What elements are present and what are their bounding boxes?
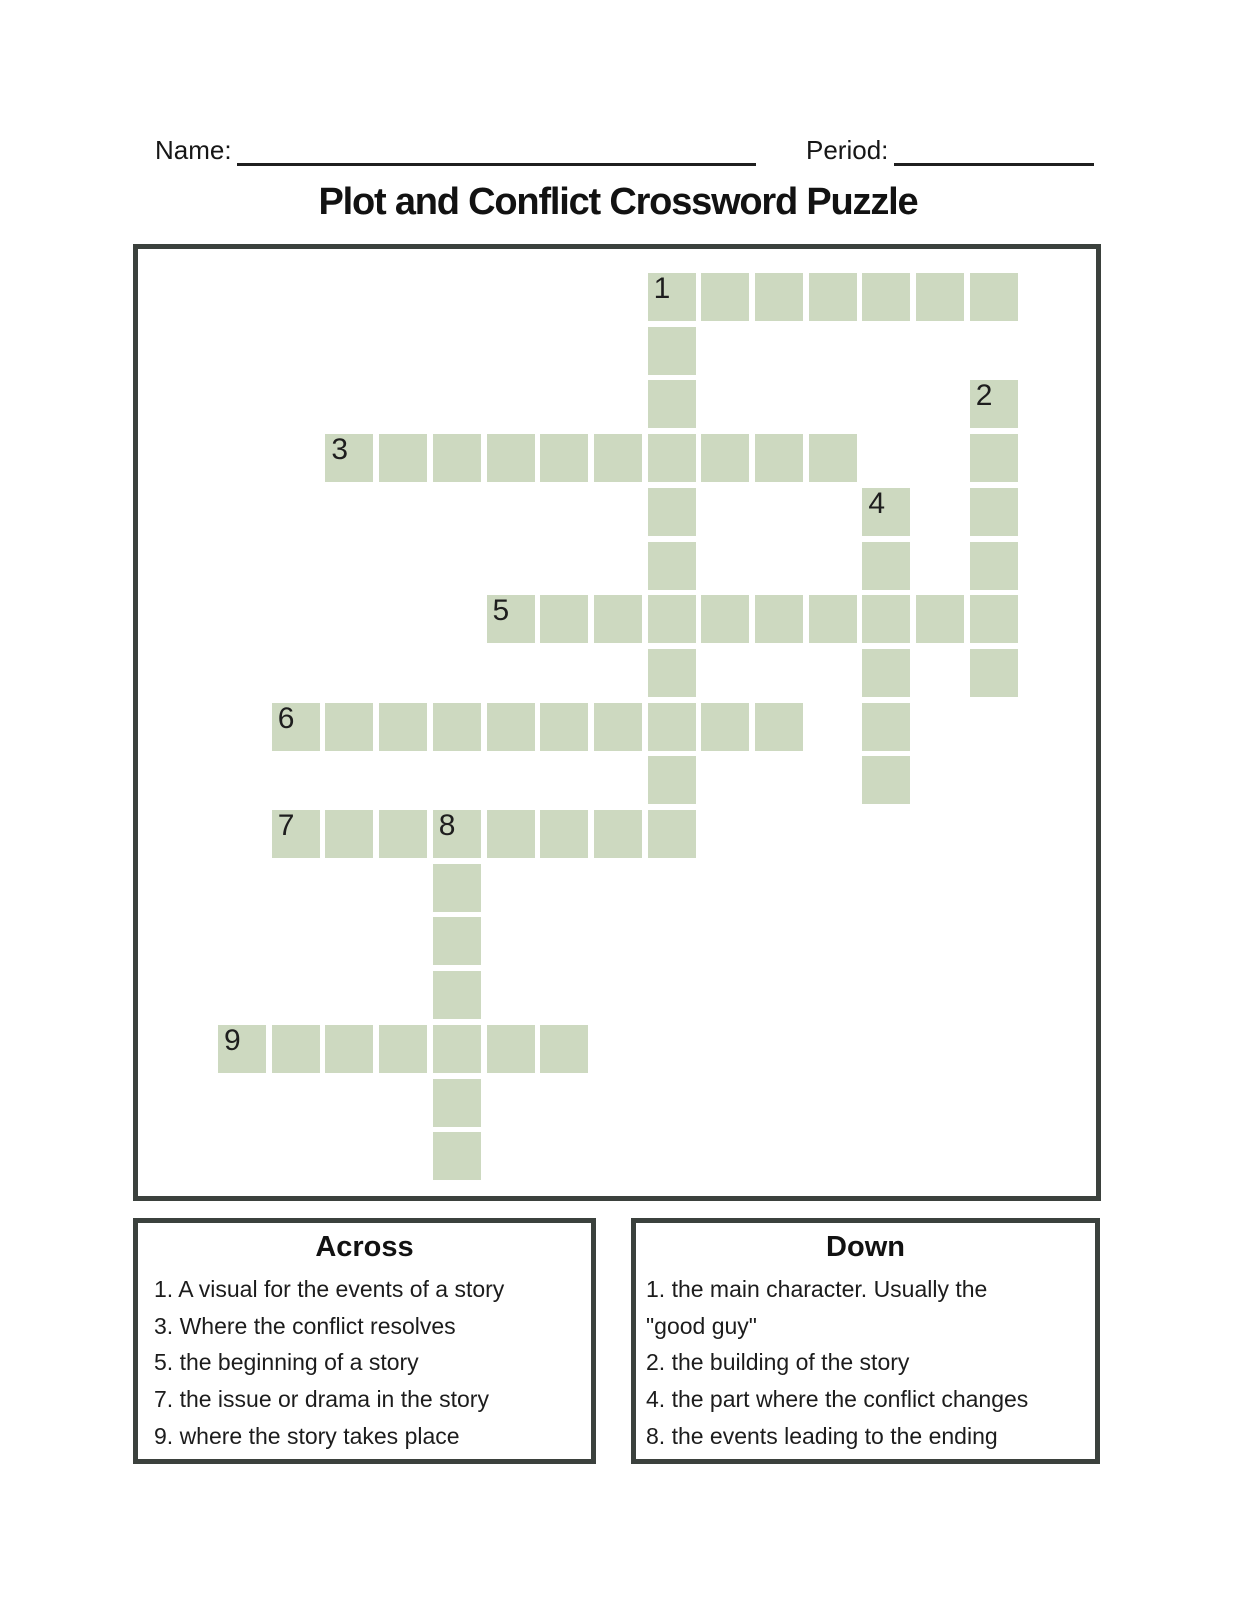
crossword-cell[interactable]	[862, 649, 910, 697]
crossword-cell[interactable]	[755, 434, 803, 482]
crossword-cell[interactable]	[540, 810, 588, 858]
cell-number: 3	[331, 433, 349, 467]
crossword-cell[interactable]	[433, 971, 481, 1019]
crossword-cell[interactable]	[648, 380, 696, 428]
clue-line: 3. Where the conflict resolves	[154, 1312, 456, 1339]
crossword-cell[interactable]	[970, 542, 1018, 590]
crossword-cell[interactable]	[701, 595, 749, 643]
crossword-cell[interactable]	[594, 703, 642, 751]
down-clues-box	[631, 1218, 1100, 1464]
crossword-cell[interactable]	[970, 434, 1018, 482]
crossword-cell[interactable]	[648, 756, 696, 804]
crossword-cell[interactable]	[970, 649, 1018, 697]
crossword-cell[interactable]	[916, 273, 964, 321]
crossword-cell[interactable]	[594, 434, 642, 482]
crossword-cell[interactable]	[970, 595, 1018, 643]
crossword-cell[interactable]	[862, 542, 910, 590]
crossword-cell[interactable]	[433, 917, 481, 965]
period-blank-line	[894, 163, 1094, 166]
crossword-cell[interactable]	[325, 434, 373, 482]
crossword-cell[interactable]	[970, 488, 1018, 536]
crossword-cell[interactable]	[701, 434, 749, 482]
crossword-cell[interactable]	[594, 810, 642, 858]
crossword-cell[interactable]	[433, 1025, 481, 1073]
crossword-cell[interactable]	[433, 1132, 481, 1180]
cell-number: 5	[492, 594, 510, 628]
crossword-cell[interactable]	[916, 595, 964, 643]
clue-line: 1. the main character. Usually the	[646, 1276, 988, 1302]
crossword-cell[interactable]	[648, 434, 696, 482]
crossword-cell[interactable]	[487, 595, 535, 643]
clue-line: 7. the issue or drama in the story	[154, 1386, 489, 1413]
clue-line: 4. the part where the conflict changes	[646, 1386, 1029, 1413]
crossword-cell[interactable]	[540, 703, 588, 751]
crossword-cell[interactable]	[325, 810, 373, 858]
crossword-cell[interactable]	[755, 273, 803, 321]
clue-line: 1. A visual for the events of a story	[154, 1276, 505, 1302]
crossword-cell[interactable]	[809, 273, 857, 321]
down-clue-list	[636, 1271, 1095, 1455]
crossword-cell[interactable]	[433, 1079, 481, 1127]
crossword-cell[interactable]	[648, 488, 696, 536]
crossword-cell[interactable]	[487, 1025, 535, 1073]
crossword-cell[interactable]	[540, 595, 588, 643]
name-blank-line	[237, 163, 756, 166]
crossword-cell[interactable]	[648, 703, 696, 751]
crossword-cell[interactable]	[701, 273, 749, 321]
crossword-cell[interactable]	[862, 756, 910, 804]
cell-number: 1	[653, 272, 671, 305]
across-clues-box	[133, 1218, 596, 1464]
cell-number: 4	[868, 486, 886, 520]
crossword-cell[interactable]	[862, 595, 910, 643]
crossword-cell[interactable]	[433, 810, 481, 858]
crossword-cell[interactable]	[487, 703, 535, 751]
name-label: Name:	[155, 135, 232, 165]
crossword-cell[interactable]	[648, 327, 696, 375]
crossword-cell[interactable]	[272, 703, 320, 751]
crossword-cell[interactable]	[701, 703, 749, 751]
crossword-cell[interactable]	[379, 434, 427, 482]
clue-line: 8. the events leading to the ending	[646, 1422, 998, 1449]
crossword-cell[interactable]	[379, 703, 427, 751]
cell-number: 9	[224, 1023, 241, 1057]
cell-number: 8	[438, 809, 456, 842]
crossword-cell[interactable]	[862, 703, 910, 751]
crossword-cell[interactable]	[379, 810, 427, 858]
crossword-cell[interactable]	[648, 595, 696, 643]
cell-number: 2	[975, 379, 993, 413]
crossword-cell[interactable]	[648, 542, 696, 590]
clue-line: 9. where the story takes place	[154, 1422, 460, 1449]
crossword-cell[interactable]	[433, 864, 481, 912]
crossword-cell[interactable]	[325, 703, 373, 751]
crossword-cell[interactable]	[648, 649, 696, 697]
crossword-cell[interactable]	[648, 273, 696, 321]
cell-number: 6	[277, 701, 295, 735]
cell-number: 7	[277, 809, 295, 842]
crossword-cell[interactable]	[487, 434, 535, 482]
crossword-cell[interactable]	[433, 703, 481, 751]
crossword-cell[interactable]	[379, 1025, 427, 1073]
crossword-cell[interactable]	[648, 810, 696, 858]
crossword-cell[interactable]	[594, 595, 642, 643]
crossword-cell[interactable]	[970, 273, 1018, 321]
crossword-cell[interactable]	[755, 703, 803, 751]
crossword-cell[interactable]	[433, 434, 481, 482]
crossword-cell[interactable]	[325, 1025, 373, 1073]
crossword-grid	[133, 244, 1101, 1201]
crossword-cell[interactable]	[862, 273, 910, 321]
page-title: Plot and Conflict Crossword Puzzle	[318, 181, 918, 223]
clue-line: 2. the building of the story	[646, 1349, 910, 1376]
across-clue-list	[138, 1271, 591, 1455]
clue-line: "good guy"	[646, 1312, 757, 1339]
crossword-cell[interactable]	[272, 810, 320, 858]
period-label: Period:	[806, 135, 889, 165]
crossword-cell[interactable]	[755, 595, 803, 643]
crossword-cell[interactable]	[487, 810, 535, 858]
crossword-cell[interactable]	[970, 380, 1018, 428]
crossword-cell[interactable]	[809, 595, 857, 643]
crossword-cell[interactable]	[540, 1025, 588, 1073]
crossword-cell[interactable]	[218, 1025, 266, 1073]
down-title: Down	[826, 1231, 905, 1263]
across-title: Across	[315, 1231, 414, 1263]
crossword-cell[interactable]	[540, 434, 588, 482]
crossword-cell[interactable]	[862, 488, 910, 536]
clue-line: 5. the beginning of a story	[154, 1349, 419, 1376]
crossword-cell[interactable]	[809, 434, 857, 482]
crossword-cell[interactable]	[272, 1025, 320, 1073]
